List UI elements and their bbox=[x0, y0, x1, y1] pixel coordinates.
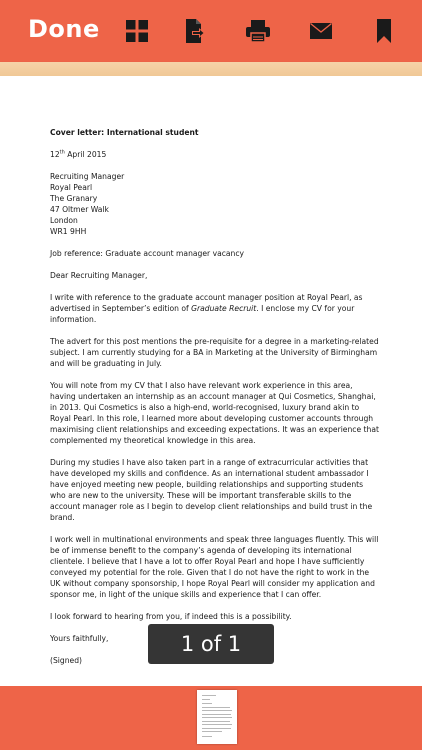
toolbar-shadow-band bbox=[0, 62, 422, 76]
thumbnail-line bbox=[202, 721, 230, 722]
paragraph-2: The advert for this post mentions the pre-requisite for a degree in a marketing-related subject. I am currently studying for a BA in Marketing at the University of Birmingham and will be graduating in July. bbox=[50, 337, 379, 368]
thumbnail-line bbox=[202, 736, 212, 737]
thumbnail-line bbox=[202, 717, 232, 718]
paragraph-6: I look forward to hearing from you, if indeed this is a possibility. bbox=[50, 612, 292, 621]
thumbnail-line bbox=[202, 703, 212, 704]
recipient-address: Recruiting Manager Royal Pearl The Granary 47 Oltmer Walk London WR1 9HH bbox=[50, 172, 125, 236]
salutation: Dear Recruiting Manager, bbox=[50, 271, 148, 280]
closing: Yours faithfully, bbox=[50, 634, 109, 643]
export-icon[interactable] bbox=[180, 16, 210, 46]
mail-icon[interactable] bbox=[306, 16, 336, 46]
paragraph-1: I write with reference to the graduate account manager position at Royal Pearl, as advertised in September’s edition of Graduate Recruit. I enclose my CV for your information. bbox=[50, 293, 363, 324]
bookmark-icon[interactable] bbox=[369, 16, 399, 46]
page-indicator: 1 of 1 bbox=[148, 624, 274, 664]
letter-date: 12th April 2015 bbox=[50, 149, 107, 159]
paragraph-4: During my studies I have also taken part in a range of extracurricular activities that have developed my skills and confidence. As an international student ambassador I have enjoyed meeting new people, building relationships and supporting students who are new to the university. These will be important transferable skills to the account manager role as I begin to develop client relationships and build trust in the brand. bbox=[50, 458, 373, 522]
done-button[interactable]: Done bbox=[28, 15, 100, 43]
thumbnail-line bbox=[202, 714, 231, 715]
thumbnail-line bbox=[202, 710, 232, 711]
thumbnail-line bbox=[202, 707, 230, 708]
top-toolbar bbox=[0, 0, 422, 62]
thumbnail-line bbox=[202, 699, 210, 700]
thumbnail-line bbox=[202, 731, 222, 732]
cover-letter bbox=[50, 127, 380, 677]
page-thumbnail[interactable] bbox=[197, 690, 237, 744]
grid-icon[interactable] bbox=[122, 16, 152, 46]
letter-title: Cover letter: International student bbox=[50, 128, 199, 137]
job-reference: Job reference: Graduate account manager vacancy bbox=[50, 249, 245, 258]
thumbnail-line bbox=[202, 728, 231, 729]
paragraph-3: You will note from my CV that I also have relevant work experience in this area, having undertaken an internship as an account manager at Qui Cosmetics, Shanghai, in 2013. Qui Cosmetics is also a high-end, world-recognised, luxury brand akin to Royal Pearl. In this role, I learned more about developing customer accounts through maximising client relationships and exceeding expectations. It was an experience that complemented my theoretical knowledge in this area. bbox=[50, 381, 379, 445]
signature: (Signed) bbox=[50, 656, 82, 665]
thumbnail-line bbox=[202, 724, 232, 725]
paragraph-5: I work well in multinational environments and speak three languages fluently. This will be of immense benefit to the company’s agenda of developing its international clientele. I believe that I have a lot to offer Royal Pearl and hope I have sufficiently conveyed my potential for the role. Given that I do not have the right to work in the UK without company sponsorship, I hope Royal Pearl will consider my application and sponsor me, in light of the unique skills and experience that I can offer. bbox=[50, 535, 379, 599]
thumbnail-line bbox=[202, 695, 216, 696]
print-icon[interactable] bbox=[243, 16, 273, 46]
